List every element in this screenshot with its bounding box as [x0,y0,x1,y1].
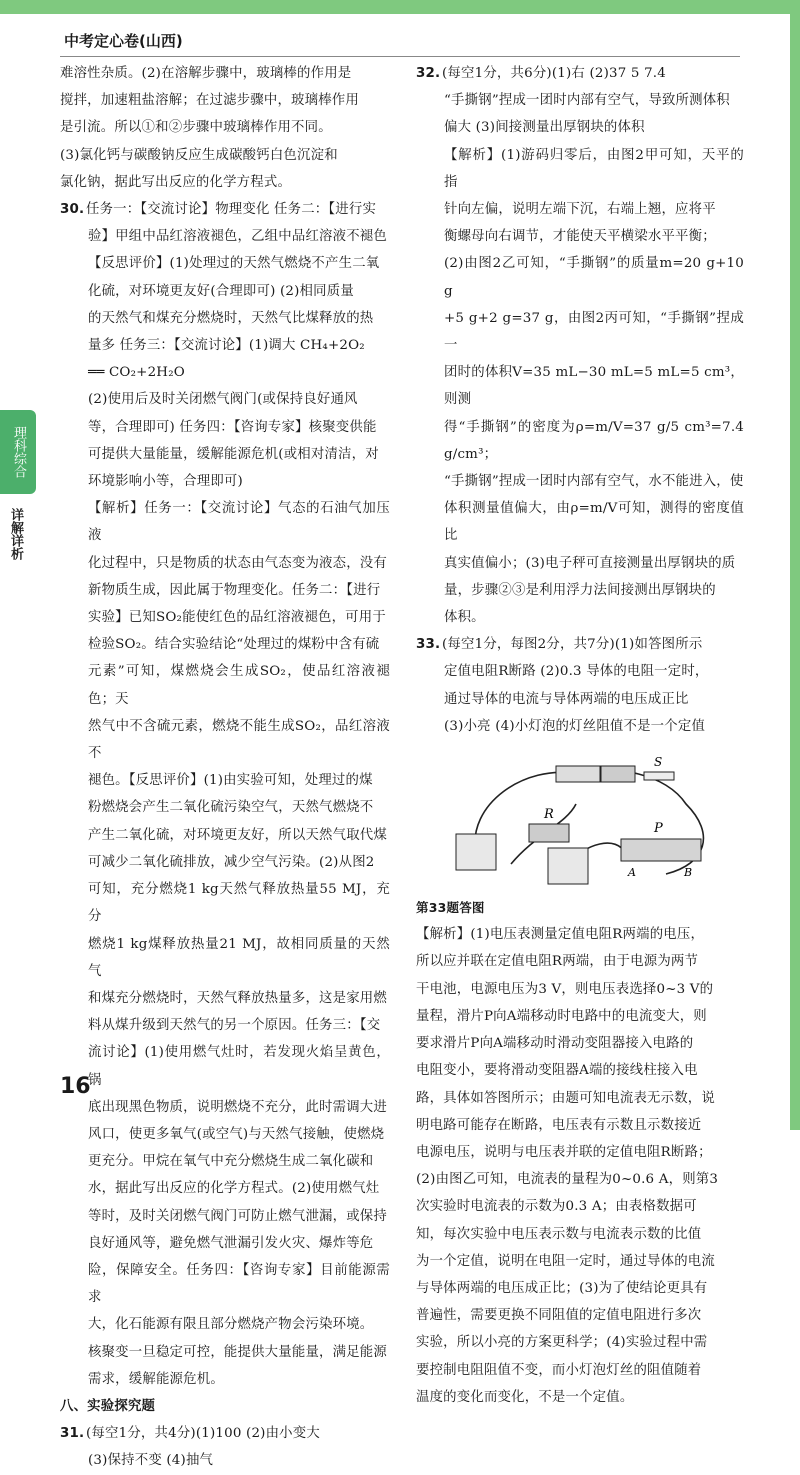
text-line: 良好通风等，避免燃气泄漏引发火灾、爆炸等危 [88,1235,374,1251]
section-title: 八、实验探究题 [60,1398,156,1414]
text-line: 检验SO₂。结合实验结论“处理过的煤粉中含有硫 [88,637,380,653]
text-line: 体积。 [444,610,485,626]
switch-icon [644,772,674,780]
text-line: 风口，使更多氧气(或空气)与天然气接触，使燃烧 [88,1126,385,1142]
question-number: 31. [60,1426,85,1442]
text-line: (3)氯化钙与碳酸钠反应生成碳酸钙白色沉淀和 [60,147,338,163]
question-number: 30. [60,202,85,218]
header-divider [60,56,740,57]
text-line: 等，合理即可) 任务四：【咨询专家】核聚变供能 [88,419,377,435]
text-line: 料从煤升级到天然气的另一个原因。任务三：【交 [88,1018,381,1034]
text-line: (3)保持不变 (4)抽气 [88,1453,214,1469]
battery-icon [556,766,600,782]
text-line: ══ CO₂+2H₂O [88,365,185,381]
text-line: 次实验时电流表的示数为0.3 A；由表格数据可 [416,1199,697,1215]
text-line: 更充分。甲烷在氧气中充分燃烧生成二氧化碳和 [88,1154,374,1170]
text-line: 定值电阻R断路 (2)0.3 导体的电阻一定时， [444,664,709,680]
right-accent-bar [790,0,800,1130]
text-line: 为一个定值，说明在电阻一定时，通过导体的电流 [416,1253,715,1269]
text-line: 【解析】(1)电压表测量定值电阻R两端的电压， [416,927,705,943]
text-line [416,60,744,87]
text-line: 【反思评价】(1)处理过的天然气燃烧不产生二氧 [88,256,380,272]
question-33-analysis [416,921,744,1411]
text-line: 电阻变小，要将滑动变阻器A端的接线柱接入电 [416,1063,698,1079]
text-line: 实验】已知SO₂能使红色的品红溶液褪色，可用于 [88,610,386,626]
text-line: 褪色。【反思评价】(1)由实验可知，处理过的煤 [88,773,373,789]
side-label: 详解详析 [8,508,23,560]
page-number: 16 [60,1074,91,1099]
text-line: 产生二氧化硫，对环境更友好，所以天然气取代煤 [88,827,387,843]
text-line: 与导体两端的电压成正比；(3)为了使结论更具有 [416,1280,708,1296]
resistor-icon [529,824,569,842]
text-line: 化硫，对环境更友好(合理即可) (2)相同质量 [88,283,354,299]
text-line: 知，每次实验中电压表示数与电流表示数的比值 [416,1226,702,1242]
text-line: 温度的变化而变化，不是一个定值。 [416,1389,634,1405]
text-line: 实验，所以小亮的方案更科学；(4)实验过程中需 [416,1335,708,1351]
text-line: 电源电压，说明与电压表并联的定值电阻R断路； [416,1144,712,1160]
circuit-figure [416,744,744,894]
text-line: 量程，滑片P向A端移动时电路中的电流变大，则 [416,1008,707,1024]
top-accent-bar [0,0,800,14]
text-line: 普遍性，需要更换不同阻值的定值电阻进行多次 [416,1308,702,1324]
circuit-diagram [416,744,744,894]
question-number: 32. [416,66,441,81]
text-line [416,631,744,658]
text-line: 险，保障安全。任务四：【咨询专家】目前能源需求 [88,1262,390,1306]
text-line: 可提供大量能量，缓解能源危机(或相对清洁，对 [88,446,379,462]
text-line: 体积测量值偏大，由ρ=m/V可知，测得的密度值比 [444,501,744,544]
text-line: 量，步骤②③是利用浮力法间接测出厚钢块的 [444,582,716,598]
text-line: 通过导体的电流与导体两端的电压成正比 [444,691,689,707]
text-line: 干电池，电源电压为3 V，则电压表选择0~3 V的 [416,981,714,997]
text-line: 所以应并联在定值电阻R两端，由于电源为两节 [416,954,699,970]
intro-block [60,60,390,196]
text-line: 团时的体积V=35 mL−30 mL=5 mL=5 cm³，则测 [444,365,744,408]
subject-tab: 理科综合 [0,410,36,494]
text-line: 要求滑片P向A端移动时滑动变阻器接入电路的 [416,1036,694,1052]
question-33 [416,631,744,740]
text-line: (2)由图2乙可知，“手撕钢”的质量m=20 g+10 g [444,256,744,299]
text-line: 针向左偏，说明左端下沉，右端上翘，应将平 [444,202,716,218]
question-32 [416,60,744,631]
text-line: 验】甲组中品红溶液褪色，乙组中品红溶液不褪色 [88,229,387,245]
text-line: (3)小亮 (4)小灯泡的灯丝阻值不是一个定值 [444,718,706,734]
text-line: “手撕钢”捏成一团时内部有空气，水不能进入，使 [444,474,744,490]
text-line: 搅拌，加速粗盐溶解；在过滤步骤中，玻璃棒作用 [60,93,359,109]
line-text: (每空1分，共4分)(1)100 (2)由小变大 [86,1426,320,1442]
text-line: 需求，缓解能源危机。 [88,1371,224,1387]
text-line: 氯化钠，据此写出反应的化学方程式。 [60,174,292,190]
text-line: 元素”可知，煤燃烧会生成SO₂，使品红溶液褪色；天 [88,664,390,707]
question-30 [60,196,390,1393]
text-line: 真实值偏小；(3)电子秤可直接测量出厚钢块的质 [444,555,736,571]
text-line: 等时，及时关闭燃气阀门可防止燃气泄漏，或保持 [88,1208,387,1224]
left-column [60,60,390,1475]
text-line: 的天然气和煤充分燃烧时，天然气比煤释放的热 [88,310,374,326]
text-line: 量多 任务三：【交流讨论】(1)调大 CH₄+2O₂ [88,338,365,354]
label-s: S [654,755,663,770]
figure-caption: 第33题答图 [416,900,485,916]
text-line: 化过程中，只是物质的状态由气态变为液态，没有 [88,555,387,571]
text-line: 明电路可能存在断路，电压表有示数且示数接近 [416,1117,702,1133]
text-line: 核聚变一旦稳定可控，能提供大量能量，满足能源 [88,1344,387,1360]
right-column [416,60,744,1411]
text-line: 燃烧1 kg煤释放热量21 MJ，故相同质量的天然气 [88,936,390,979]
text-line: 【解析】(1)游码归零后，由图2甲可知，天平的指 [444,147,744,190]
page-header-title: 中考定心卷(山西) [64,32,183,50]
line-text: 任务一：【交流讨论】物理变化 任务二：【进行实 [86,202,377,218]
label-r: R [544,807,554,823]
label-p: P [654,821,663,837]
text-line: 是引流。所以①和②步骤中玻璃棒作用不同。 [60,120,332,136]
text-line: 【解析】任务一：【交流讨论】气态的石油气加压液 [88,501,390,544]
line-text: (每空1分，每图2分，共7分)(1)如答图所示 [442,637,703,653]
text-line: 然气中不含硫元素，燃烧不能生成SO₂，品红溶液不 [88,718,390,762]
text-line: “手撕钢”捏成一团时内部有空气，导致所测体积 [444,93,730,109]
text-line: 难溶性杂质。(2)在溶解步骤中，玻璃棒的作用是 [60,66,352,81]
text-line: 可知，充分燃烧1 kg天然气释放热量55 MJ，充分 [88,882,390,925]
label-a: A [628,866,637,880]
text-line: 衡螺母向右调节，才能使天平横梁水平平衡； [444,229,716,245]
text-line: 可减少二氧化硫排放，减少空气污染。(2)从图2 [88,854,375,870]
text-line: 路，具体如答图所示；由题可知电流表无示数，说 [416,1090,715,1106]
text-line: 大，化石能源有限且部分燃烧产物会污染环境。 [88,1317,374,1333]
text-line: 和煤充分燃烧时，天然气释放热量多，这是家用燃 [88,990,387,1006]
text-line: 粉燃烧会产生二氧化硫污染空气，天然气燃烧不 [88,800,374,816]
line-text: (每空1分，共6分)(1)右 (2)37 5 7.4 [442,66,666,81]
rheostat-icon [621,839,701,861]
label-b: B [684,866,693,880]
question-31 [60,1420,390,1474]
text-line: +5 g+2 g=37 g，由图2丙可知，“手撕钢”捏成一 [444,310,744,354]
text-line: 底出现黑色物质，说明燃烧不充分，此时需调大进 [88,1099,387,1115]
text-line: 偏大 (3)间接测量出厚钢块的体积 [444,120,645,136]
text-line: 水，据此写出反应的化学方程式。(2)使用燃气灶 [88,1181,380,1197]
text-line: 流讨论】(1)使用燃气灶时，若发现火焰呈黄色，锅 [88,1045,390,1088]
text-line: 新物质生成，因此属于物理变化。任务二：【进行 [88,582,381,598]
text-line [60,196,390,223]
ammeter-icon [456,834,496,870]
question-number: 33. [416,637,441,653]
voltmeter-icon [548,848,588,884]
text-line: 环境影响小等，合理即可) [88,474,243,490]
text-line: (2)使用后及时关闭燃气阀门(或保持良好通风 [88,392,358,408]
text-line: 得“手撕钢”的密度为ρ=m/V=37 g/5 cm³=7.4 g/cm³； [444,419,744,462]
text-line [60,1420,390,1447]
text-line: (2)由图乙可知，电流表的量程为0~0.6 A，则第3 [416,1172,719,1188]
text-line: 要控制电阻阻值不变，而小灯泡灯丝的阻值随着 [416,1362,702,1378]
